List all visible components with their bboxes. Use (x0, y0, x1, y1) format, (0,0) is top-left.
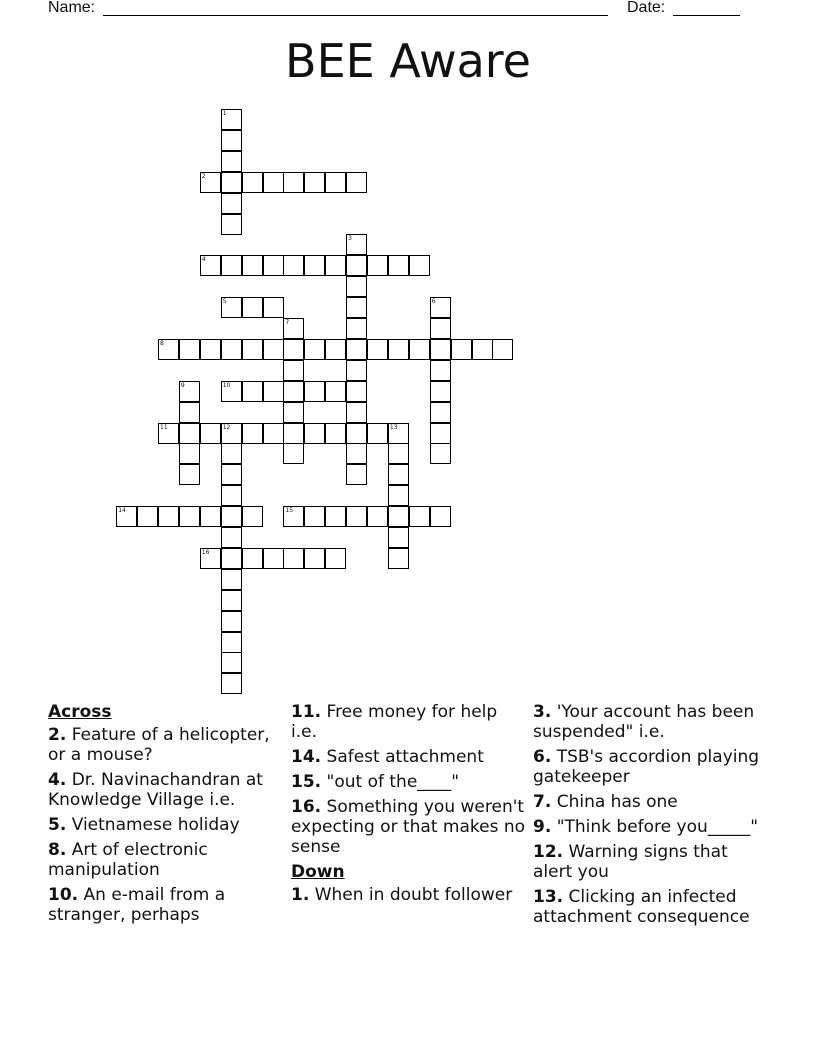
clue-number-label: 9. (533, 817, 552, 837)
clue-number: 10 (222, 381, 231, 389)
grid-cell[interactable] (158, 339, 179, 360)
clue-number-label: 6. (533, 747, 552, 767)
grid-cell[interactable] (200, 172, 221, 193)
grid-cell[interactable] (221, 214, 242, 235)
grid-cell[interactable] (116, 506, 137, 527)
clue-number: 15 (285, 507, 294, 515)
clue-number: 3 (348, 235, 352, 243)
clue-text: Something you weren't expecting or that makes no sense (291, 797, 526, 857)
grid-cell[interactable] (221, 172, 242, 193)
grid-cell[interactable] (179, 402, 200, 423)
across-clue (48, 770, 284, 810)
across-clue (291, 702, 527, 742)
grid-cell[interactable] (325, 381, 346, 402)
clue-text: Vietnamese holiday (66, 815, 240, 835)
clue-text: Clicking an infected attachment consequence (533, 887, 750, 927)
grid-cell[interactable] (242, 548, 263, 569)
grid-cell[interactable] (346, 464, 367, 485)
grid-cell[interactable] (283, 402, 304, 423)
grid-cell[interactable] (388, 506, 409, 527)
page-title: BEE Aware (285, 34, 531, 88)
grid-cell[interactable] (346, 276, 367, 297)
grid-cell[interactable] (179, 339, 200, 360)
grid-cell[interactable] (409, 506, 430, 527)
grid-cell[interactable] (304, 339, 325, 360)
grid-cell[interactable] (430, 423, 451, 444)
clue-number: 1 (222, 110, 227, 117)
grid-cell[interactable] (367, 339, 388, 360)
grid-cell[interactable] (346, 318, 367, 339)
grid-cell[interactable] (430, 402, 451, 423)
clue-number-label: 4. (48, 770, 67, 790)
grid-cell[interactable] (200, 423, 221, 444)
grid-cell[interactable] (388, 548, 409, 569)
grid-cell[interactable] (283, 318, 304, 339)
grid-cell[interactable] (304, 255, 325, 276)
across-clue (48, 725, 284, 765)
clue-number: 9 (180, 381, 185, 389)
grid-cell[interactable] (346, 297, 367, 318)
grid-cell[interactable] (346, 255, 367, 276)
clue-number-label: 13. (533, 887, 564, 907)
clue-number-label: 15. (291, 772, 322, 792)
clues-column-1 (48, 702, 284, 930)
clue-number: 5 (222, 298, 227, 306)
across-clue (48, 885, 284, 925)
grid-cell[interactable] (242, 172, 263, 193)
grid-cell[interactable] (242, 506, 263, 527)
grid-cell[interactable] (346, 234, 367, 255)
grid-cell[interactable] (304, 172, 325, 193)
name-field[interactable] (103, 15, 608, 16)
grid-cell[interactable] (409, 255, 430, 276)
grid-cell[interactable] (367, 506, 388, 527)
clue-number: 7 (285, 319, 290, 326)
down-clue (533, 842, 769, 882)
grid-cell[interactable] (325, 339, 346, 360)
grid-cell[interactable] (263, 339, 284, 360)
grid-cell[interactable] (179, 381, 200, 402)
grid-cell[interactable] (221, 423, 242, 444)
grid-cell[interactable] (221, 569, 242, 590)
grid-cell[interactable] (388, 443, 409, 464)
across-clue (291, 772, 527, 792)
grid-cell[interactable] (346, 423, 367, 444)
grid-cell[interactable] (451, 339, 472, 360)
across-clue (48, 815, 284, 835)
clues-column-2 (291, 702, 527, 910)
down-clue (291, 885, 527, 905)
grid-cell[interactable] (346, 381, 367, 402)
grid-cell[interactable] (221, 548, 242, 569)
clue-number-label: 12. (533, 842, 564, 862)
grid-cell[interactable] (430, 381, 451, 402)
grid-cell[interactable] (263, 381, 284, 402)
grid-cell[interactable] (221, 339, 242, 360)
grid-cell[interactable] (283, 443, 304, 464)
clue-text: TSB's accordion playing gatekeeper (533, 747, 760, 787)
clue-number: 8 (160, 339, 164, 347)
grid-cell[interactable] (221, 673, 242, 694)
grid-cell[interactable] (430, 506, 451, 527)
grid-cell[interactable] (200, 548, 221, 569)
grid-cell[interactable] (430, 443, 451, 464)
clue-text: "Think before you_____" (551, 817, 759, 837)
grid-cell[interactable] (200, 506, 221, 527)
clues-column-3 (533, 702, 769, 932)
date-label: Date: (627, 0, 666, 16)
clue-number: 6 (431, 298, 436, 306)
grid-cell[interactable] (263, 255, 284, 276)
clue-text: 'Your account has been suspended" i.e. (533, 702, 755, 742)
grid-cell[interactable] (242, 423, 263, 444)
grid-cell[interactable] (263, 423, 284, 444)
grid-cell[interactable] (492, 339, 513, 360)
grid-cell[interactable] (325, 506, 346, 527)
clue-text: Safest attachment (321, 747, 484, 767)
grid-cell[interactable] (346, 506, 367, 527)
grid-cell[interactable] (221, 527, 242, 548)
grid-cell[interactable] (263, 172, 284, 193)
grid-cell[interactable] (388, 485, 409, 506)
clue-text: Free money for help i.e. (291, 702, 498, 742)
clue-number-label: 16. (291, 797, 322, 817)
grid-cell[interactable] (304, 506, 325, 527)
date-field[interactable] (673, 15, 740, 16)
grid-cell[interactable] (221, 193, 242, 214)
grid-cell[interactable] (409, 339, 430, 360)
clue-number-label: 14. (291, 747, 322, 767)
clue-text: Dr. Navinachandran at Knowledge Village i.e. (48, 770, 263, 810)
clue-number-label: 8. (48, 840, 67, 860)
down-clue (533, 887, 769, 927)
grid-cell[interactable] (221, 485, 242, 506)
clue-number: 4 (201, 256, 206, 264)
grid-cell[interactable] (221, 611, 242, 632)
clue-number-label: 3. (533, 702, 552, 722)
grid-cell[interactable] (430, 339, 451, 360)
clue-number-label: 5. (48, 815, 67, 835)
clue-text: An e-mail from a stranger, perhaps (48, 885, 226, 925)
grid-cell[interactable] (283, 255, 304, 276)
grid-cell[interactable] (179, 506, 200, 527)
down-clue (533, 817, 769, 837)
clue-number-label: 7. (533, 792, 552, 812)
grid-cell[interactable] (304, 423, 325, 444)
clue-number-label: 11. (291, 702, 322, 722)
grid-cell[interactable] (221, 632, 242, 653)
grid-cell[interactable] (179, 464, 200, 485)
clue-number-label: 2. (48, 725, 67, 745)
clue-text: Feature of a helicopter, or a mouse? (48, 725, 270, 765)
across-clue (291, 747, 527, 767)
grid-cell[interactable] (388, 339, 409, 360)
grid-cell[interactable] (200, 255, 221, 276)
grid-cell[interactable] (430, 360, 451, 381)
clue-text: "out of the____" (321, 772, 460, 792)
grid-cell[interactable] (221, 130, 242, 151)
down-heading: Down (291, 862, 345, 882)
grid-cell[interactable] (388, 527, 409, 548)
clue-text: Warning signs that alert you (533, 842, 728, 882)
grid-cell[interactable] (325, 548, 346, 569)
grid-cell[interactable] (367, 423, 388, 444)
grid-cell[interactable] (221, 652, 242, 673)
grid-cell[interactable] (388, 255, 409, 276)
grid-cell[interactable] (158, 506, 179, 527)
grid-cell[interactable] (283, 423, 304, 444)
grid-cell[interactable] (221, 443, 242, 464)
grid-cell[interactable] (200, 339, 221, 360)
clue-number: 16 (201, 548, 210, 556)
grid-cell[interactable] (221, 255, 242, 276)
grid-cell[interactable] (283, 339, 304, 360)
grid-cell[interactable] (221, 381, 242, 402)
grid-cell[interactable] (304, 381, 325, 402)
grid-cell[interactable] (304, 548, 325, 569)
down-clue (533, 702, 769, 742)
grid-cell[interactable] (221, 109, 242, 130)
clue-number-label: 10. (48, 885, 79, 905)
grid-cell[interactable] (221, 297, 242, 318)
grid-cell[interactable] (242, 381, 263, 402)
grid-cell[interactable] (242, 339, 263, 360)
grid-cell[interactable] (367, 255, 388, 276)
grid-cell[interactable] (283, 548, 304, 569)
grid-cell[interactable] (346, 402, 367, 423)
grid-cell[interactable] (221, 590, 242, 611)
clue-text: China has one (551, 792, 678, 812)
grid-cell[interactable] (325, 423, 346, 444)
clue-number: 11 (160, 423, 168, 431)
grid-cell[interactable] (242, 297, 263, 318)
clue-text: When in doubt follower (309, 885, 513, 905)
grid-cell[interactable] (263, 297, 284, 318)
worksheet-header (0, 0, 816, 22)
grid-cell[interactable] (472, 339, 493, 360)
grid-cell[interactable] (388, 464, 409, 485)
clue-text: Art of electronic manipulation (48, 840, 208, 880)
grid-cell[interactable] (283, 506, 304, 527)
clue-number-label: 1. (291, 885, 310, 905)
grid-cell[interactable] (179, 423, 200, 444)
grid-cell[interactable] (263, 548, 284, 569)
grid-cell[interactable] (325, 255, 346, 276)
grid-cell[interactable] (346, 172, 367, 193)
grid-cell[interactable] (346, 443, 367, 464)
clue-number: 14 (118, 507, 126, 515)
grid-cell[interactable] (430, 297, 451, 318)
grid-cell[interactable] (221, 151, 242, 172)
grid-cell[interactable] (430, 318, 451, 339)
name-label: Name: (48, 0, 96, 16)
grid-cell[interactable] (242, 255, 263, 276)
grid-cell[interactable] (346, 339, 367, 360)
grid-cell[interactable] (283, 360, 304, 381)
grid-cell[interactable] (221, 506, 242, 527)
down-clue (533, 747, 769, 787)
grid-cell[interactable] (388, 423, 409, 444)
clue-number: 12 (222, 423, 231, 431)
across-heading: Across (48, 702, 112, 722)
grid-cell[interactable] (137, 506, 158, 527)
clue-number: 13 (389, 423, 398, 431)
down-clue (533, 792, 769, 812)
grid-cell[interactable] (221, 464, 242, 485)
grid-cell[interactable] (283, 381, 304, 402)
grid-cell[interactable] (283, 172, 304, 193)
across-clue (291, 797, 527, 857)
grid-cell[interactable] (158, 423, 179, 444)
across-clue (48, 840, 284, 880)
grid-cell[interactable] (179, 443, 200, 464)
grid-cell[interactable] (346, 360, 367, 381)
clue-number: 2 (201, 172, 206, 180)
grid-cell[interactable] (325, 172, 346, 193)
